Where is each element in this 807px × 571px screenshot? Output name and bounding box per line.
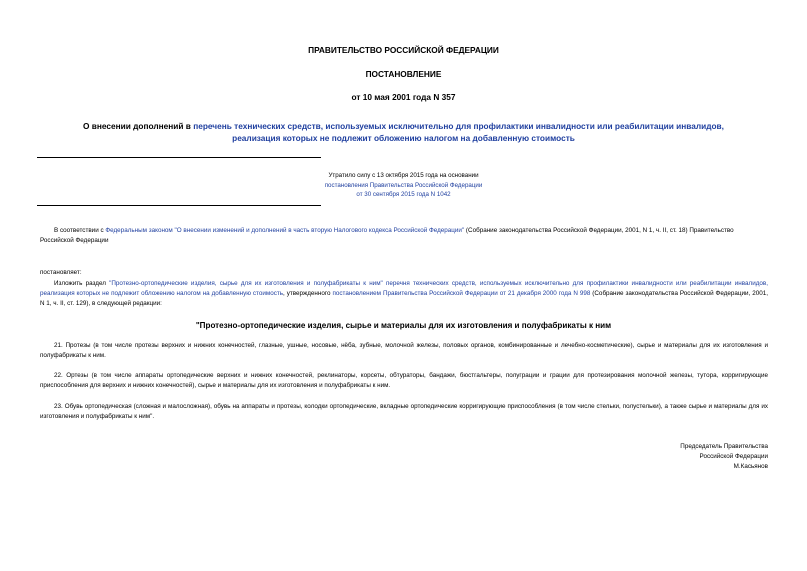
decree-text-3: (Собрание законодательства Российской Федерации, 2001, N 1, ч. II, ст. 129), в следующей редакции: <box>40 290 768 307</box>
preamble-paragraph <box>40 226 768 246</box>
title-link-part2[interactable]: реализация которых не подлежит обложению налогом на добавленную стоимость <box>232 132 575 143</box>
resolution-998-link[interactable]: постановлением Правительства Российской Федерации от 21 декабря 2000 года N 998 <box>332 290 591 297</box>
signature-name: М.Касьянов <box>733 463 768 470</box>
decree-word: постановляет: <box>40 269 82 276</box>
decree-text-2: , утвержденного <box>283 290 333 297</box>
list-item <box>40 341 768 361</box>
document-date-number: от 10 мая 2001 года N 357 <box>351 92 456 102</box>
item-23: 23. Обувь ортопедическая (сложная и малосложная), обувь на аппараты и протезы, колодки ортопедические, вкладные ортопедические корригирующие приспособления (в том числе стельки, полустельки), а также сырье и материалы для их изготовления и полуфабрикаты к ним". <box>40 403 768 420</box>
divider-bottom <box>37 205 321 206</box>
section-title-link[interactable]: "Протезно-ортопедические изделия, сырье для их изготовления и полуфабрикаты к ним" перечня технических средств, используемых исключительно для профилактики инвалидности или реабилитации инвалидов, реализация которых не подлежит обложению налогом на добавленную стоимость <box>40 280 768 297</box>
government-name: ПРАВИТЕЛЬСТВО РОССИЙСКОЙ ФЕДЕРАЦИИ <box>308 45 499 55</box>
status-line: Утратило силу с 13 октября 2015 года на основании <box>328 172 479 179</box>
signature-block <box>680 442 768 472</box>
item-21: 21. Протезы (в том числе протезы верхних и нижних конечностей, глазные, ушные, носовые, нёба, зубные, молочной железы, половых органов, комбинированные и лечебно-косметические), сырье и материалы для их изготовления и полуфабрикаты к ним. <box>40 342 768 359</box>
status-link-line1[interactable]: постановления Правительства Российской Федерации <box>324 181 483 189</box>
status-link-line2[interactable]: от 30 сентября 2015 года N 1042 <box>356 191 451 198</box>
decree-text-1: Изложить раздел <box>54 280 110 287</box>
signature-title: Председатель Правительства <box>680 443 768 450</box>
list-item <box>40 371 768 391</box>
federal-law-link[interactable]: Федеральным законом "О внесении изменений и дополнений в часть вторую Налогового кодекса Российской Федерации" <box>105 227 465 234</box>
title-prefix: О внесении дополнений в <box>83 121 194 131</box>
section-heading: "Протезно-ортопедические изделия, сырье и материалы для их изготовления и полуфабрикаты к ним <box>195 321 612 330</box>
document-title <box>30 121 777 144</box>
document-type: ПОСТАНОВЛЕНИЕ <box>365 69 442 79</box>
decree-paragraph <box>40 279 768 309</box>
preamble-text-1: В соответствии с <box>54 227 106 234</box>
list-item <box>40 402 768 422</box>
divider-top <box>37 157 321 158</box>
item-22: 22. Ортезы (в том числе аппараты ортопедические верхних и нижних конечностей, реклинаторы, корсеты, обтураторы, бандажи, бюстгальтеры, полуграции и грации для протезирования молочной железы, тутора, корригирующие приспособления для верхних и нижних конечностей), сырье и материалы для их изготовления и полуфабрикаты к ним. <box>40 372 768 389</box>
status-note <box>250 171 557 200</box>
signature-org: Российской Федерации <box>699 453 768 460</box>
preamble-text-2: (Собрание законодательства Российской Федерации, 2001, N 1, ч. II, ст. 18) Правительство Российской Федерации <box>40 227 734 244</box>
title-link-part1[interactable]: перечень технических средств, используемых исключительно для профилактики инвалидности или реабилитации инвалидов, <box>193 121 724 131</box>
